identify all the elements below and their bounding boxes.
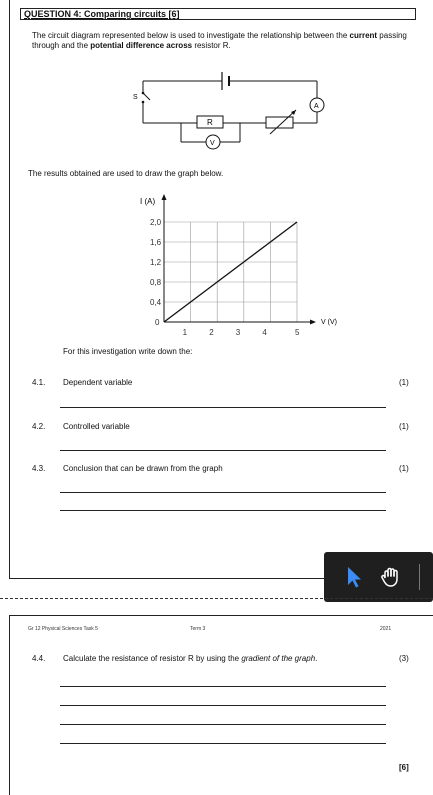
resistor-label: R (207, 118, 213, 127)
x-tick-label: 4 (262, 328, 267, 337)
results-text: The results obtained are used to draw the graph below. (28, 169, 224, 178)
intro-text-2: passing through and the (32, 31, 407, 50)
page-break (0, 598, 433, 599)
answer-line-43a[interactable] (60, 492, 386, 493)
q41-number: 4.1. (32, 378, 46, 387)
x-tick-label: 2 (209, 328, 214, 337)
q42-marks: (1) (399, 422, 409, 431)
x-axis-label: V (V) (321, 319, 337, 326)
intro-text-3: resistor R. (192, 41, 231, 50)
toolbar-separator (419, 564, 420, 590)
question-title-box (20, 8, 416, 20)
x-tick-label: 1 (182, 328, 188, 337)
q42-text: Controlled variable (63, 422, 130, 431)
q44-marks: (3) (399, 654, 409, 663)
x-tick-label: 5 (295, 328, 300, 337)
origin-label: 0 (155, 318, 160, 327)
answer-line-44c[interactable] (60, 724, 386, 725)
total-marks: [6] (399, 763, 409, 772)
page-header-center: Term 3 (190, 626, 206, 632)
q44-number: 4.4. (32, 654, 46, 663)
q41-text: Dependent variable (63, 378, 133, 387)
pointer-tool-button[interactable] (338, 562, 368, 592)
page-header-left: Gr 12 Physical Sciences Task 5 (28, 626, 98, 632)
y-tick-label: 1,2 (150, 258, 162, 267)
ammeter-label: A (314, 103, 319, 110)
answer-line-43b[interactable] (60, 510, 386, 511)
answer-line-42[interactable] (60, 450, 386, 451)
x-tick-label: 3 (235, 328, 241, 337)
question-intro (32, 31, 407, 51)
q43-text: Conclusion that can be drawn from the graph (63, 464, 223, 473)
q41-marks: (1) (399, 378, 409, 387)
page-header-right: 2021 (380, 626, 392, 632)
q42-number: 4.2. (32, 422, 46, 431)
y-tick-label: 2,0 (150, 218, 162, 227)
q44-text-1: Calculate the resistance of resistor R by using the (63, 654, 242, 663)
intro-pd: potential difference across (90, 41, 193, 50)
answer-line-44a[interactable] (60, 686, 386, 687)
intro-text-1: The circuit diagram represented below is used to investigate the relationship between the (32, 31, 350, 40)
cursor-arrow-icon (338, 562, 368, 592)
hand-tool-button[interactable] (376, 562, 406, 592)
floating-toolbar (324, 552, 433, 602)
y-tick-label: 0,4 (150, 298, 162, 307)
y-axis-label: I (A) (140, 197, 156, 206)
q44-text-italic: gradient of the graph (241, 654, 316, 663)
hand-pan-icon (376, 562, 406, 592)
investigation-prompt: For this investigation write down the: (63, 347, 193, 356)
q44-text-2: . (315, 654, 318, 663)
y-tick-label: 0,8 (150, 278, 162, 287)
q43-number: 4.3. (32, 464, 46, 473)
y-tick-label: 1,6 (150, 238, 162, 247)
switch-label: S (133, 94, 138, 101)
answer-line-44b[interactable] (60, 705, 386, 706)
intro-current: current (349, 31, 378, 40)
answer-line-41[interactable] (60, 407, 386, 408)
q44-text (63, 654, 317, 663)
q43-marks: (1) (399, 464, 409, 473)
answer-line-44d[interactable] (60, 743, 386, 744)
question-title: QUESTION 4: Comparing circuits [6] (24, 9, 180, 19)
voltmeter-label: V (210, 140, 215, 147)
